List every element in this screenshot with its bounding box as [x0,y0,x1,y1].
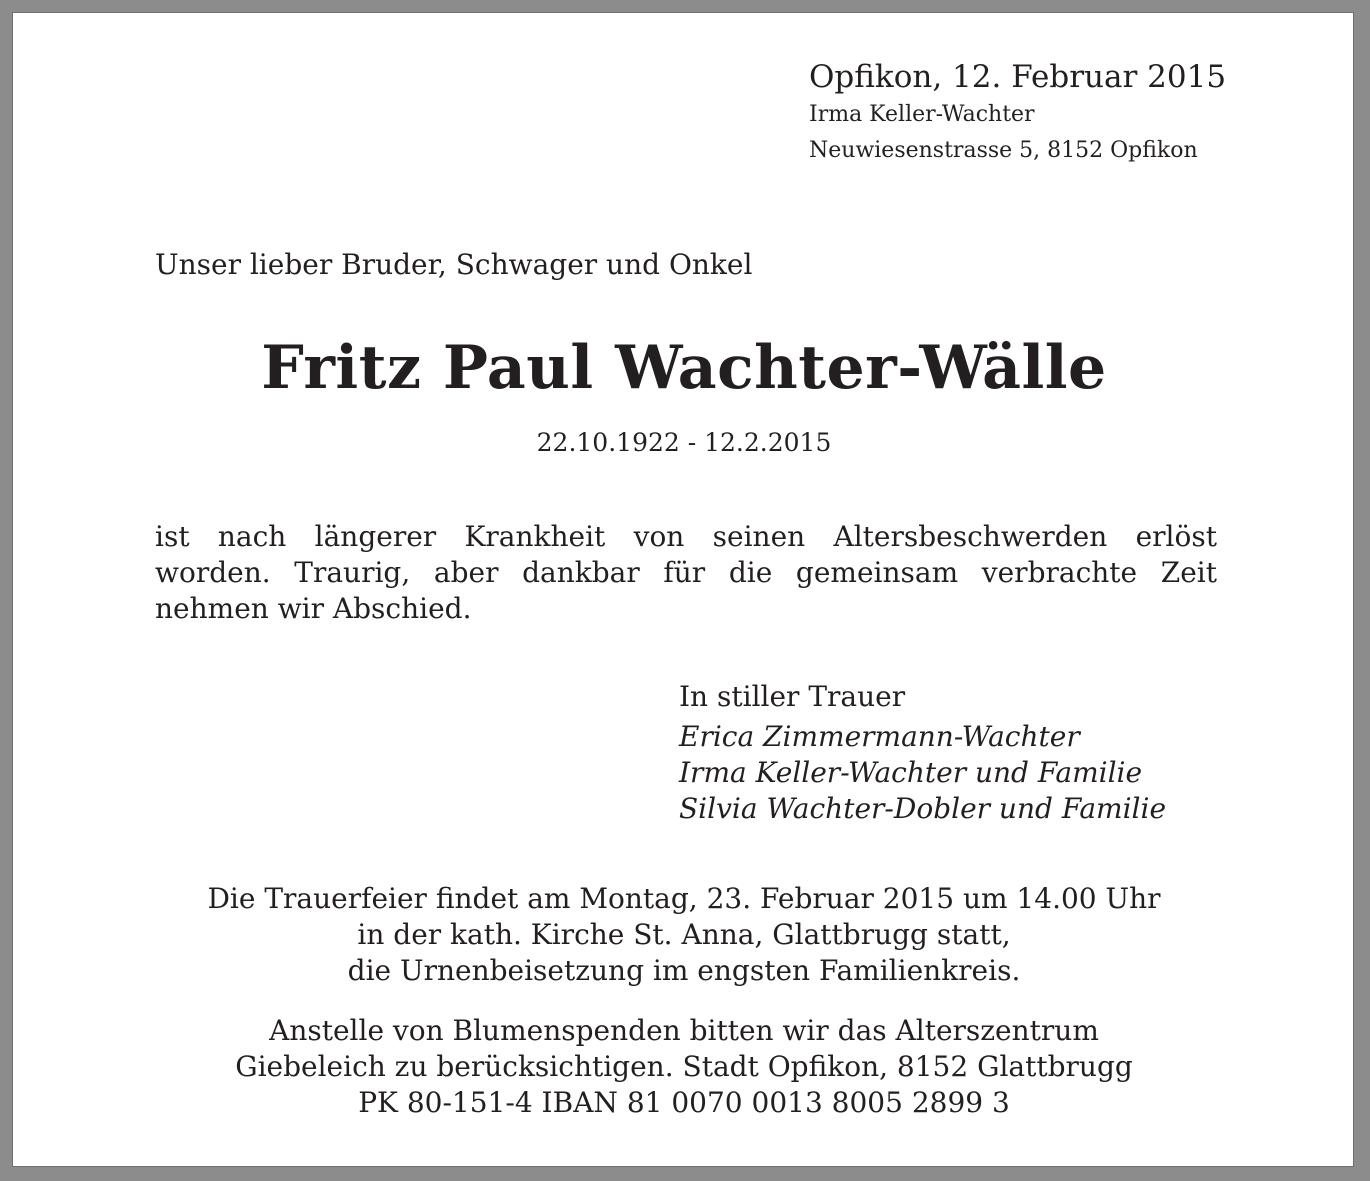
mourner-name: Irma Keller-Wachter und Familie [679,756,1143,789]
intro-line: Unser lieber Bruder, Schwager und Onkel [155,248,753,281]
message-line: ist nach längerer Krankheit von seinen Altersbeschwerden erlöst [155,520,1217,553]
mourner-name: Silvia Wachter-Dobler und Familie [679,792,1167,825]
life-dates: 22.10.1922 - 12.2.2015 [536,428,832,457]
sender-address: Neuwiesenstrasse 5, 8152 Opfikon [809,138,1198,163]
donation-line: PK 80-151-4 IBAN 81 0070 0013 8005 2899 3 [358,1086,1010,1119]
ceremony-line: die Urnenbeisetzung im engsten Familienkreis. [347,954,1021,987]
message-line: nehmen wir Abschied. [155,592,472,625]
notice-message [155,519,1217,627]
sender-name: Irma Keller-Wachter [809,102,1035,127]
donation-info [13,1013,1355,1121]
ceremony-info [13,881,1355,989]
mourners-block [679,679,1166,827]
donation-line: Giebeleich zu berücksichtigen. Stadt Opfikon, 8152 Glattbrugg [235,1050,1133,1083]
donation-line: Anstelle von Blumenspenden bitten wir das Alterszentrum [269,1014,1099,1047]
deceased-name: Fritz Paul Wachter-Wälle [261,333,1107,403]
obituary-notice [12,12,1354,1167]
sender-block [809,57,1226,169]
ceremony-line: in der kath. Kirche St. Anna, Glattbrugg statt, [357,918,1011,951]
mourner-name: Erica Zimmermann-Wachter [679,720,1080,753]
ceremony-line: Die Trauerfeier findet am Montag, 23. Februar 2015 um 14.00 Uhr [207,882,1161,915]
message-line: worden. Traurig, aber dankbar für die gemeinsam verbrachte Zeit [155,556,1217,589]
place-date: Opfikon, 12. Februar 2015 [809,59,1227,95]
mourners-heading: In stiller Trauer [679,680,906,713]
